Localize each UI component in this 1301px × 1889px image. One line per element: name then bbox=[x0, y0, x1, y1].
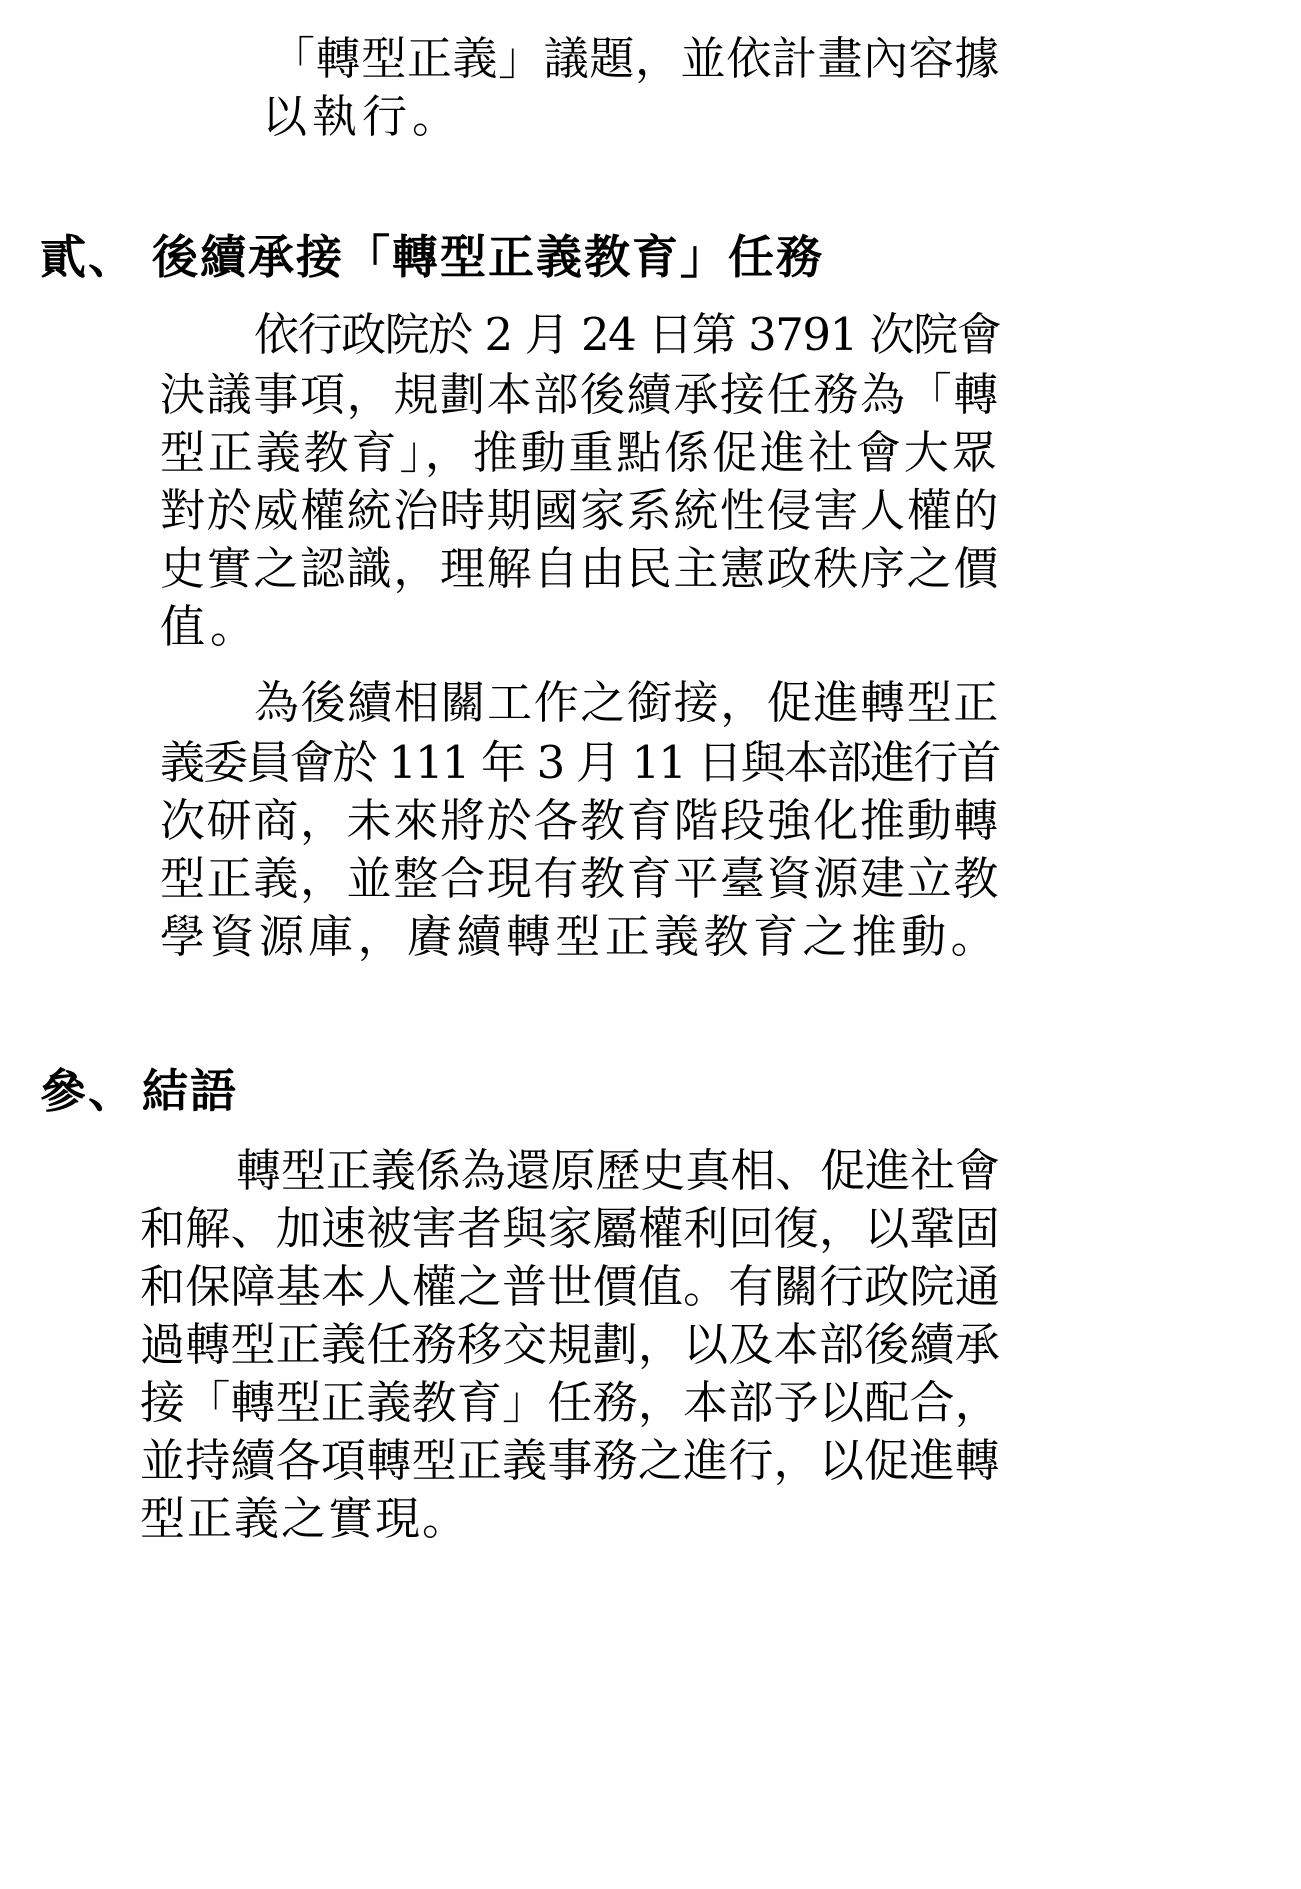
text-line: 依行政院於 2 月 24 日第 3791 次院會 bbox=[254, 308, 1001, 361]
text-line: 型正義，並整合現有教育平臺資源建立教 bbox=[160, 852, 1001, 905]
text-line: 義委員會於 111 年 3 月 11 日與本部進行首 bbox=[160, 736, 1000, 789]
text-line: 並持續各項轉型正義事務之進行，以促進轉 bbox=[140, 1434, 1001, 1487]
text-line: 值。 bbox=[160, 600, 261, 653]
text-line: 和解、加速被害者與家屬權利回復，以鞏固 bbox=[140, 1202, 1001, 1255]
section-number: 貳、 bbox=[40, 230, 136, 284]
text-line: 為後續相關工作之銜接，促進轉型正 bbox=[254, 676, 1001, 729]
section-title: 後續承接「轉型正義教育」任務 bbox=[152, 230, 824, 284]
section-heading bbox=[40, 230, 824, 284]
text-line: 決議事項，規劃本部後續承接任務為「轉 bbox=[160, 368, 1001, 421]
text-line: 「轉型正義」議題，並依計畫內容據 bbox=[270, 32, 1001, 85]
text-line: 型正義教育」，推動重點係促進社會大眾 bbox=[160, 426, 1000, 479]
text-line: 轉型正義係為還原歷史真相、促進社會 bbox=[236, 1144, 1001, 1197]
text-line: 過轉型正義任務移交規劃，以及本部後續承 bbox=[140, 1318, 1001, 1371]
text-line: 接「轉型正義教育」任務，本部予以配合， bbox=[140, 1376, 1001, 1429]
text-line: 型正義之實現。 bbox=[140, 1492, 470, 1545]
text-line: 和保障基本人權之普世價值。有關行政院通 bbox=[140, 1260, 1001, 1313]
section-heading bbox=[40, 1064, 238, 1118]
text-line: 學資源庫，賡續轉型正義教育之推動。 bbox=[160, 910, 1001, 963]
section-number: 參、 bbox=[40, 1064, 136, 1118]
text-line: 對於威權統治時期國家系統性侵害人權的 bbox=[160, 484, 1001, 537]
text-line: 以執行。 bbox=[262, 90, 463, 143]
text-line: 次研商，未來將於各教育階段強化推動轉 bbox=[160, 794, 1001, 847]
section-title: 結語 bbox=[142, 1064, 238, 1118]
text-line: 史實之認識，理解自由民主憲政秩序之價 bbox=[160, 542, 1001, 595]
